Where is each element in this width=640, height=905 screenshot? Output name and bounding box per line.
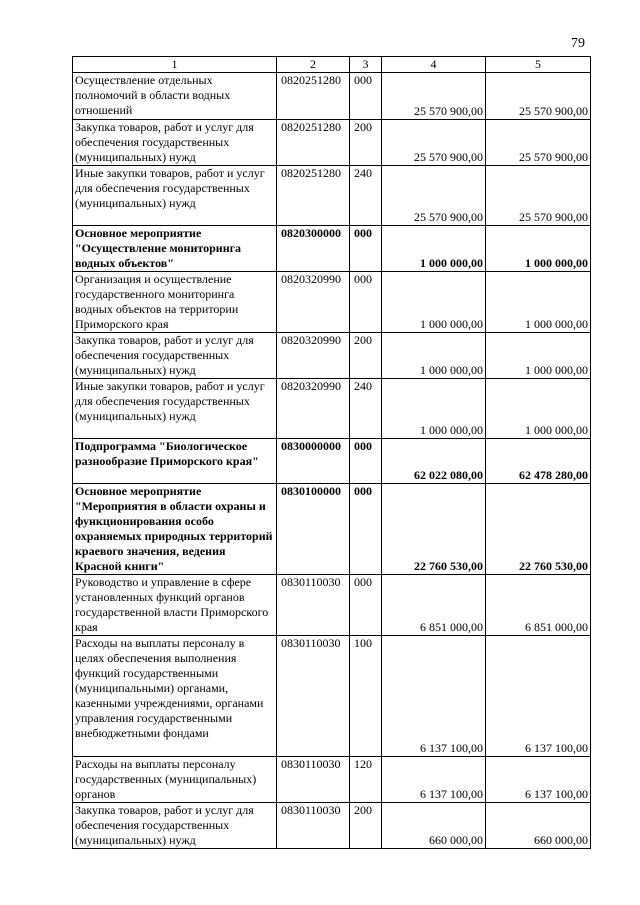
row-value-col4: 1 000 000,00 <box>382 333 486 379</box>
row-value-col5: 1 000 000,00 <box>486 333 591 379</box>
row-name: Иные закупки товаров, работ и услуг для обеспечения государственных (муниципальных) нужд <box>73 379 277 439</box>
budget-table <box>72 56 591 849</box>
table-row <box>73 575 591 636</box>
row-value-col5: 1 000 000,00 <box>486 226 591 272</box>
row-value-col5: 25 570 900,00 <box>486 120 591 166</box>
row-name: Закупка товаров, работ и услуг для обеспечения государственных (муниципальных) нужд <box>73 120 277 166</box>
row-code: 0830000000 <box>277 439 350 484</box>
row-expense-type: 000 <box>350 484 382 575</box>
row-code: 0830110030 <box>277 803 350 849</box>
row-code: 0820251280 <box>277 120 350 166</box>
row-expense-type: 120 <box>350 757 382 803</box>
row-value-col5: 1 000 000,00 <box>486 379 591 439</box>
table-row <box>73 636 591 757</box>
row-value-col4: 6 137 100,00 <box>382 636 486 757</box>
row-value-col5: 1 000 000,00 <box>486 272 591 333</box>
row-value-col4: 1 000 000,00 <box>382 272 486 333</box>
row-name: Организация и осуществление государственного мониторинга водных объектов на территории Приморского края <box>73 272 277 333</box>
row-value-col5: 6 851 000,00 <box>486 575 591 636</box>
row-expense-type: 000 <box>350 575 382 636</box>
row-code: 0820320990 <box>277 333 350 379</box>
row-code: 0820251280 <box>277 166 350 226</box>
table-row <box>73 379 591 439</box>
row-name: Руководство и управление в сфере установленных функций органов государственной власти Приморского края <box>73 575 277 636</box>
column-header: 4 <box>382 57 486 73</box>
table-row <box>73 439 591 484</box>
row-code: 0820300000 <box>277 226 350 272</box>
table-row <box>73 226 591 272</box>
row-expense-type: 200 <box>350 803 382 849</box>
row-name: Подпрограмма "Биологическое разнообразие Приморского края" <box>73 439 277 484</box>
row-name: Расходы на выплаты персоналу в целях обеспечения выполнения функций государственными (муниципальными) органами, казенными учреждениями, органами управления государственными внебюджетными фондами <box>73 636 277 757</box>
row-name: Осуществление отдельных полномочий в области водных отношений <box>73 73 277 120</box>
row-name: Закупка товаров, работ и услуг для обеспечения государственных (муниципальных) нужд <box>73 803 277 849</box>
row-expense-type: 240 <box>350 166 382 226</box>
row-code: 0830110030 <box>277 757 350 803</box>
row-value-col5: 6 137 100,00 <box>486 636 591 757</box>
row-name: Основное мероприятие "Осуществление мониторинга водных объектов" <box>73 226 277 272</box>
table-row <box>73 166 591 226</box>
row-expense-type: 000 <box>350 272 382 333</box>
column-header: 3 <box>350 57 382 73</box>
row-value-col4: 1 000 000,00 <box>382 379 486 439</box>
table-row <box>73 803 591 849</box>
row-value-col5: 660 000,00 <box>486 803 591 849</box>
row-expense-type: 240 <box>350 379 382 439</box>
row-name: Иные закупки товаров, работ и услуг для обеспечения государственных (муниципальных) нужд <box>73 166 277 226</box>
row-name: Расходы на выплаты персоналу государственных (муниципальных) органов <box>73 757 277 803</box>
row-code: 0830110030 <box>277 575 350 636</box>
row-expense-type: 200 <box>350 120 382 166</box>
row-value-col5: 62 478 280,00 <box>486 439 591 484</box>
row-code: 0820251280 <box>277 73 350 120</box>
column-header: 1 <box>73 57 277 73</box>
row-expense-type: 000 <box>350 73 382 120</box>
row-value-col5: 6 137 100,00 <box>486 757 591 803</box>
row-name: Основное мероприятие "Мероприятия в области охраны и функционирования особо охраняемых природных территорий краевого значения, ведения Красной книги" <box>73 484 277 575</box>
row-code: 0830100000 <box>277 484 350 575</box>
row-value-col4: 6 851 000,00 <box>382 575 486 636</box>
row-expense-type: 000 <box>350 226 382 272</box>
row-expense-type: 000 <box>350 439 382 484</box>
page-number: 79 <box>571 36 585 51</box>
row-value-col5: 25 570 900,00 <box>486 73 591 120</box>
row-expense-type: 200 <box>350 333 382 379</box>
row-value-col4: 25 570 900,00 <box>382 73 486 120</box>
row-value-col4: 660 000,00 <box>382 803 486 849</box>
table-row <box>73 484 591 575</box>
row-value-col4: 62 022 080,00 <box>382 439 486 484</box>
table-row <box>73 272 591 333</box>
row-value-col5: 25 570 900,00 <box>486 166 591 226</box>
table-row <box>73 73 591 120</box>
table-row <box>73 757 591 803</box>
row-code: 0820320990 <box>277 272 350 333</box>
row-value-col4: 6 137 100,00 <box>382 757 486 803</box>
column-header: 5 <box>486 57 591 73</box>
row-value-col4: 1 000 000,00 <box>382 226 486 272</box>
row-value-col4: 25 570 900,00 <box>382 166 486 226</box>
row-code: 0830110030 <box>277 636 350 757</box>
row-name: Закупка товаров, работ и услуг для обеспечения государственных (муниципальных) нужд <box>73 333 277 379</box>
row-code: 0820320990 <box>277 379 350 439</box>
row-value-col4: 22 760 530,00 <box>382 484 486 575</box>
table-row <box>73 120 591 166</box>
row-value-col4: 25 570 900,00 <box>382 120 486 166</box>
column-header: 2 <box>277 57 350 73</box>
table-row <box>73 333 591 379</box>
row-expense-type: 100 <box>350 636 382 757</box>
table-header-row <box>73 57 591 73</box>
row-value-col5: 22 760 530,00 <box>486 484 591 575</box>
